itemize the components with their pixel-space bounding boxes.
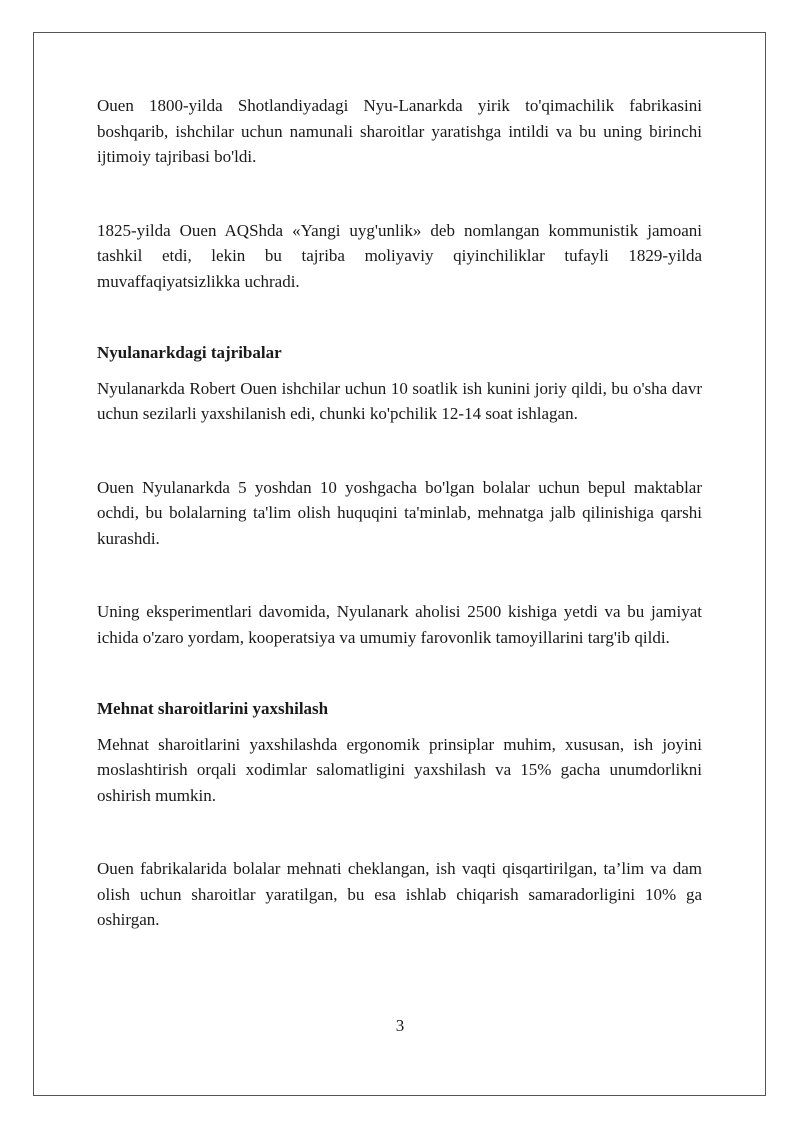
paragraph-working-day: Nyulanarkda Robert Ouen ishchilar uchun 10 soatlik ish kunini joriy qildi, bu o'sha davr uchun sezilarli yaxshilanish edi, chunki ko'pchilik 12-14 soat ishlagan.: [97, 378, 702, 423]
section-heading-experiments: Nyulanarkdagi tajribalar: [97, 343, 282, 362]
paragraph-new-harmony: 1825-yilda Ouen AQShda «Yangi uyg'unlik» deb nomlangan kommunistik jamoani tashkil etdi, lekin bu tajriba moliyaviy qiyinchiliklar tufayli 1829-yilda muvaffaqiyatsizlikka uchradi.: [97, 220, 702, 291]
paragraph-child-labor: Ouen fabrikalarida bolalar mehnati cheklangan, ish vaqti qisqartirilgan, ta’lim va dam olish uchun sharoitlar yaratilgan, bu esa ishlab chiqarish samaradorligini 10% ga oshirgan.: [97, 859, 702, 929]
page-number: 3: [395, 1016, 405, 1035]
paragraph-free-schools: Ouen Nyulanarkda 5 yoshdan 10 yoshgacha bo'lgan bolalar uchun bepul maktablar ochdi, bu bolalarning ta'lim olish huquqini ta'minlab, mehnatga jalb qilinishiga qarshi kurashdi.: [97, 477, 702, 548]
paragraph-population: Uning eksperimentlari davomida, Nyulanark aholisi 2500 kishiga yetdi va bu jamiyat ichida o'zaro yordam, kooperatsiya va umumiy farovonlik tamoyillarini targ'ib qildi.: [97, 602, 702, 647]
paragraph-new-lanark-factory: Ouen 1800-yilda Shotlandiyadagi Nyu-Lanarkda yirik to'qimachilik fabrikasini boshqarib, ishchilar uchun namunali sharoitlar yaratishga intildi va bu uning birinchi ijtimoiy tajribasi bo'ldi.: [97, 96, 702, 166]
document-body: [97, 93, 702, 933]
section-heading-working-conditions: Mehnat sharoitlarini yaxshilash: [97, 699, 329, 718]
paragraph-ergonomics: Mehnat sharoitlarini yaxshilashda ergonomik prinsiplar muhim, xususan, ish joyini moslashtirish orqali xodimlar salomatligini yaxshilash va 15% gacha unumdorlikni oshirish mumkin.: [97, 734, 702, 805]
